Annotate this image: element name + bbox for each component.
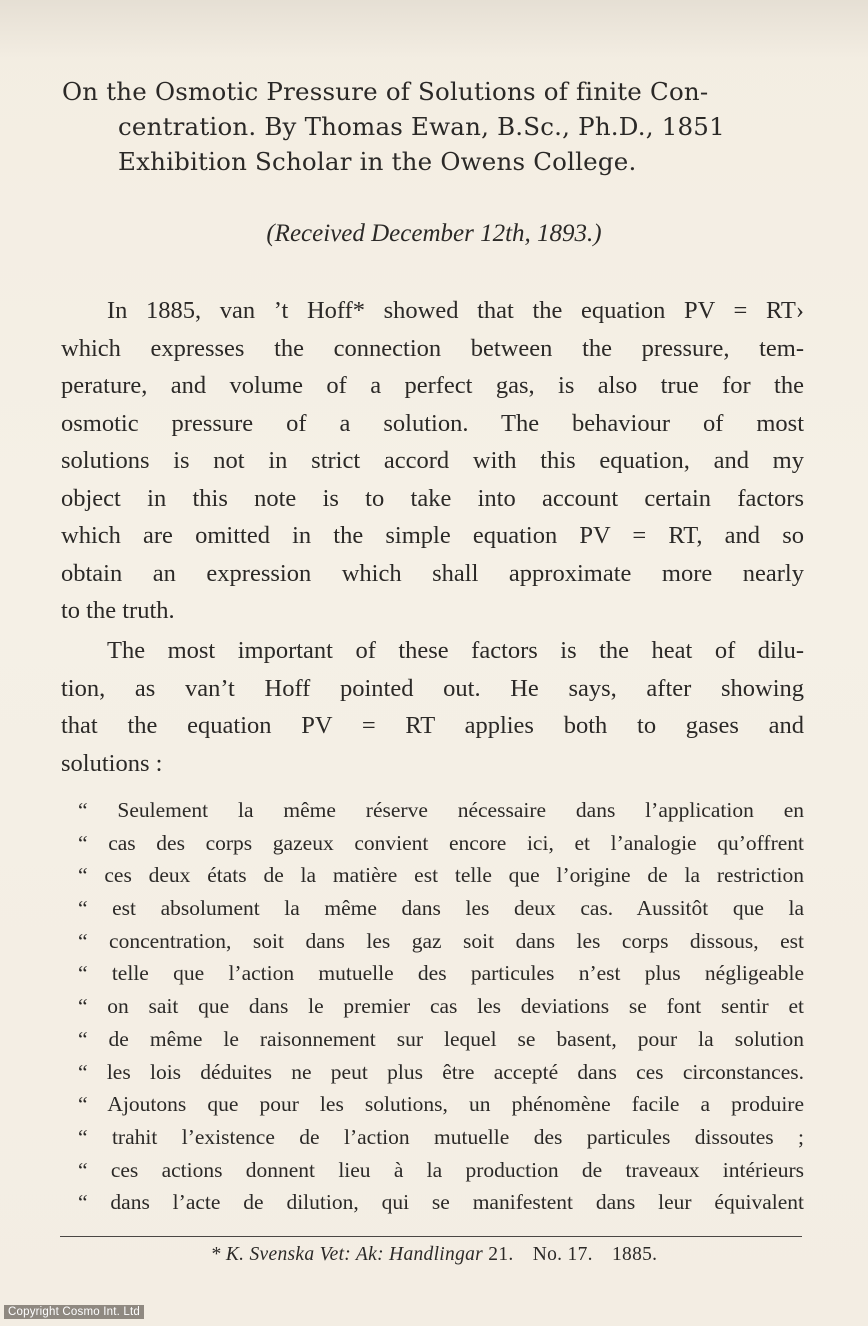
quote-line: “ de même le raisonnement sur lequel se basent, pour la solution — [78, 1026, 804, 1051]
quote-line: “ ces deux états de la matière est telle que l’origine de la restriction — [78, 863, 804, 888]
paragraph-line: osmotic pressure of a solution. The behaviour of most — [61, 409, 804, 437]
footnote-year: 1885. — [611, 1244, 658, 1265]
quote-line: “ trahit l’existence de l’action mutuelle des particules dissoutes ; — [78, 1124, 804, 1149]
footnote — [0, 1244, 868, 1266]
paragraph-line: to the truth. — [61, 597, 175, 624]
paragraph-line: perature, and volume of a perfect gas, is also true for the — [61, 372, 804, 399]
quote-line: “ est absolument la même dans les deux cas. Aussitôt que la — [78, 896, 804, 921]
footnote-number: No. 17. — [532, 1244, 593, 1265]
paragraph-line: solutions : — [61, 749, 163, 777]
quote-line: “ cas des corps gazeux convient encore ici, et l’analogie qu’offrent — [78, 830, 804, 855]
article-title — [62, 74, 807, 179]
paragraph-line: which are omitted in the simple equation PV = RT, and so — [61, 522, 804, 549]
quote-line: “ concentration, soit dans les gaz soit dans les corps dissous, est — [78, 928, 804, 953]
french-quotation — [78, 794, 804, 1219]
paragraph-line: that the equation PV = RT applies both to gases and — [61, 712, 804, 739]
paragraph-line: In 1885, van ’t Hoff* showed that the equation PV = RT› — [107, 297, 804, 324]
footnote-divider — [60, 1236, 802, 1237]
title-line-3: Exhibition Scholar in the Owens College. — [118, 147, 637, 176]
bleed-through-shadow — [0, 0, 868, 60]
quote-line: “ on sait que dans le premier cas les deviations se font sentir et — [78, 994, 804, 1019]
footnote-volume: 21. — [488, 1244, 514, 1265]
footnote-reference: * K. Svenska Vet: Ak: Handlingar — [210, 1244, 484, 1265]
paragraph-line: solutions is not in strict accord with this equation, and my — [61, 447, 804, 474]
quote-line: “ telle que l’action mutuelle des particules n’est plus négligeable — [78, 961, 804, 986]
quote-line: “ dans l’acte de dilution, qui se manifestent dans leur équivalent — [78, 1190, 804, 1215]
paragraph-2 — [61, 632, 804, 782]
paragraph-line: object in this note is to take into account certain factors — [61, 484, 804, 512]
title-line-1: On the Osmotic Pressure of Solutions of finite Con- — [62, 77, 709, 106]
quote-line: “ Ajoutons que pour les solutions, un phénomène facile a produire — [78, 1092, 804, 1117]
paragraph-line: tion, as van’t Hoff pointed out. He says, after showing — [61, 674, 804, 702]
paragraph-line: obtain an expression which shall approximate more nearly — [61, 559, 804, 587]
quote-line: “ ces actions donnent lieu à la production de traveaux intérieurs — [78, 1157, 804, 1182]
quote-line: “ Seulement la même réserve nécessaire dans l’application en — [78, 798, 804, 822]
paragraph-line: The most important of these factors is the heat of dilu- — [107, 637, 804, 664]
paragraph-line: which expresses the connection between the pressure, tem- — [61, 334, 804, 362]
quote-line: “ les lois déduites ne peut plus être accepté dans ces circonstances. — [78, 1059, 804, 1084]
paragraph-1 — [61, 292, 804, 630]
received-date: (Received December 12th, 1893.) — [266, 220, 602, 247]
title-line-2: centration. By Thomas Ewan, B.Sc., Ph.D., 1851 — [118, 112, 725, 141]
copyright-watermark: Copyright Cosmo Int. Ltd — [4, 1305, 144, 1319]
